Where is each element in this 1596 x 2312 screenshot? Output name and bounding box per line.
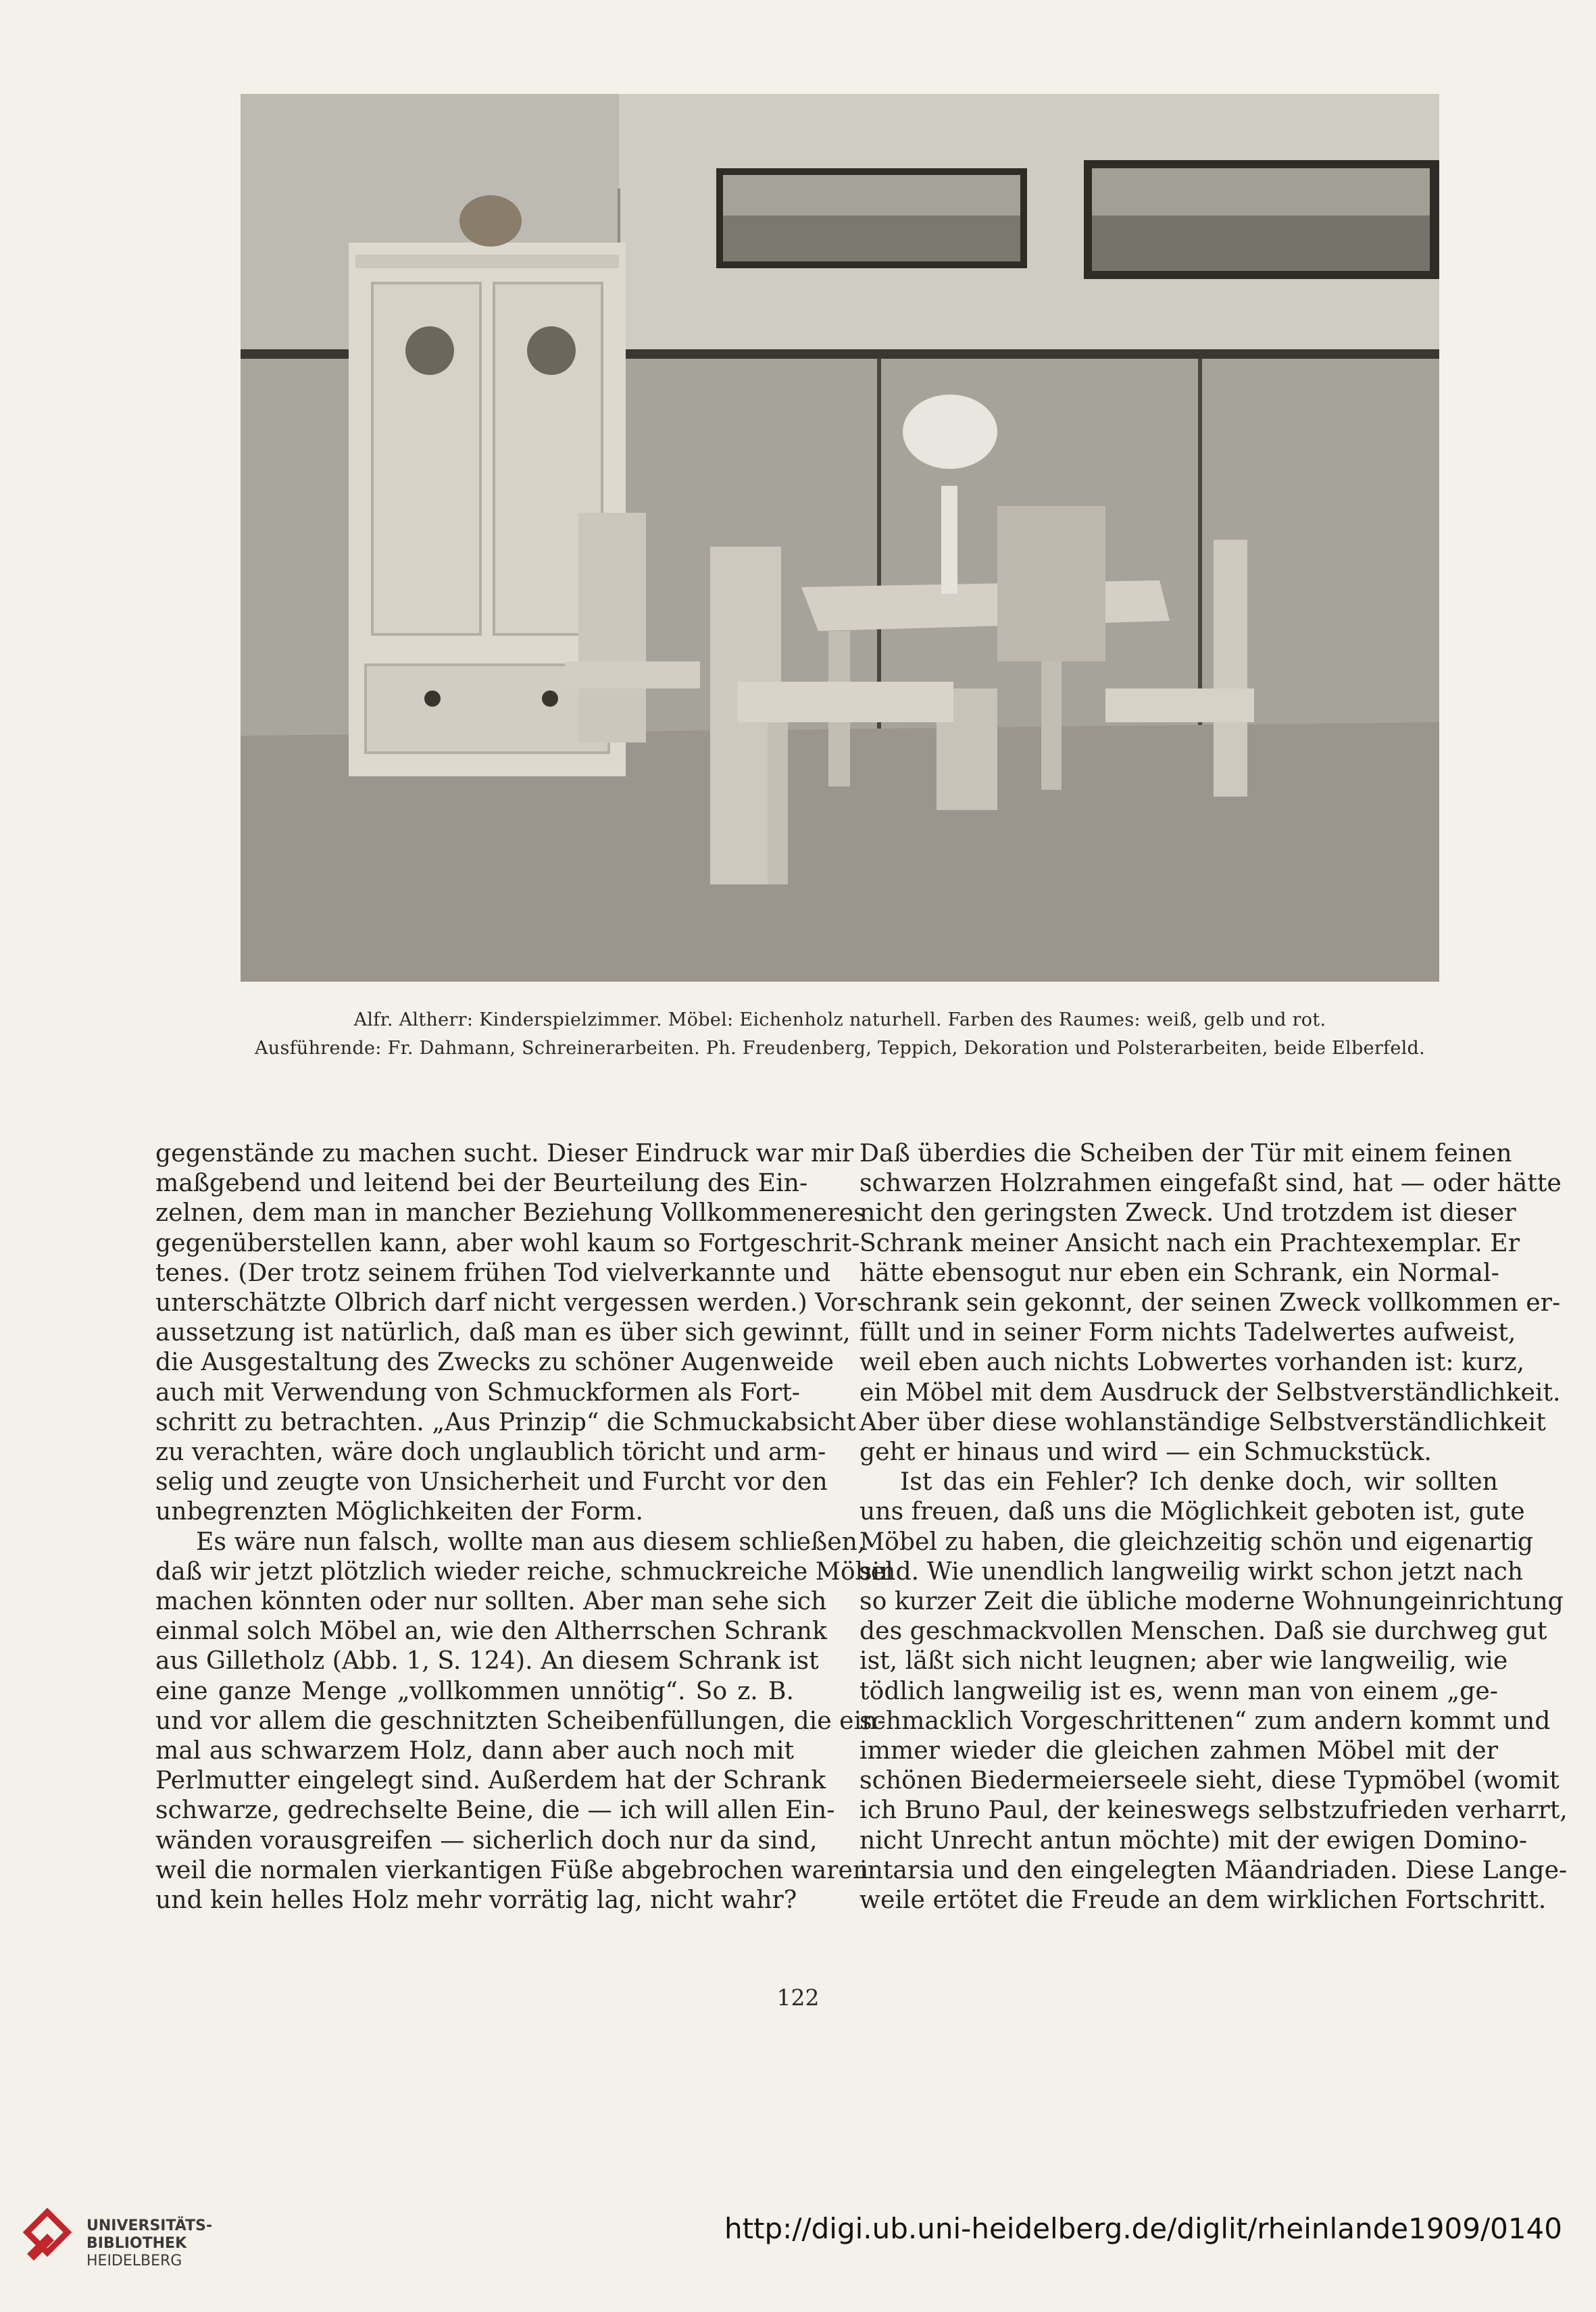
text-line: die Ausgestaltung des Zwecks zu schöner Augenweide [155, 1347, 834, 1377]
text-line: schwarzen Holzrahmen eingefaßt sind, hat — oder hätte [859, 1168, 1562, 1198]
caption-line-2: Ausführende: Fr. Dahmann, Schreinerarbeiten. Ph. Freudenberg, Teppich, Dekoration und Polsterarbeiten, beide Elberfeld. [254, 1038, 1426, 1059]
text-line: einmal solch Möbel an, wie den Altherrschen Schrank [155, 1616, 827, 1646]
text-line: unbegrenzten Möglichkeiten der Form. [155, 1497, 644, 1526]
page-number: 122 [776, 1984, 820, 2011]
text-line: schönen Biedermeierseele sieht, diese Typmöbel (womit [859, 1765, 1560, 1795]
text-line: geht er hinaus und wird — ein Schmuckstück. [859, 1437, 1432, 1467]
text-line: intarsia und den eingelegten Mäandriaden. Diese Lange- [859, 1855, 1568, 1884]
text-line: Daß überdies die Scheiben der Tür mit einem feinen [859, 1138, 1512, 1167]
text-line: ein Möbel mit dem Ausdruck der Selbstverständlichkeit. [859, 1377, 1561, 1407]
text-line: ich Bruno Paul, der keineswegs selbstzufrieden verharrt, [859, 1795, 1568, 1825]
text-line: des geschmackvollen Menschen. Daß sie durchweg gut [859, 1616, 1547, 1646]
text-line: tödlich langweilig ist es, wenn man von einem „ge- [859, 1676, 1498, 1705]
text-line: füllt und in seiner Form nichts Tadelwertes aufweist, [859, 1317, 1516, 1347]
caption-line-1: Alfr. Altherr: Kinderspielzimmer. Möbel: Eichenholz naturhell. Farben des Raumes: weiß, gelb und rot. [353, 1009, 1326, 1030]
source-url-link[interactable]: http://digi.ub.uni-heidelberg.de/diglit/rheinlande1909/0140 [724, 2212, 1562, 2245]
text-line: selig und zeugte von Unsicherheit und Furcht vor den [155, 1467, 828, 1497]
text-line: schrank sein gekonnt, der seinen Zweck vollkommen er- [859, 1288, 1561, 1317]
text-line: gegenüberstellen kann, aber wohl kaum so Fortgeschrit- [155, 1228, 860, 1257]
library-name-line: UNIVERSITÄTS- [86, 2217, 213, 2234]
library-name-line: BIBLIOTHEK [86, 2235, 187, 2252]
text-line: ist, läßt sich nicht leugnen; aber wie langweilig, wie [859, 1646, 1508, 1676]
text-line: aus Gilletholz (Abb. 1, S. 124). An diesem Schrank ist [155, 1646, 819, 1676]
text-line: immer wieder die gleichen zahmen Möbel mit der [859, 1736, 1498, 1765]
text-line: gegenstände zu machen sucht. Dieser Eindruck war mir [155, 1138, 854, 1167]
text-line: weil eben auch nichts Lobwertes vorhanden ist: kurz, [859, 1347, 1525, 1377]
text-line: hätte ebensogut nur eben ein Schrank, ein Normal- [859, 1257, 1499, 1287]
text-line: weile ertötet die Freude an dem wirklichen Fortschritt. [859, 1885, 1547, 1915]
text-line: machen könnten oder nur sollten. Aber man sehe sich [155, 1586, 827, 1616]
text-line: Möbel zu haben, die gleichzeitig schön und eigenartig [859, 1526, 1533, 1556]
text-line: mal aus schwarzem Holz, dann aber auch noch mit [155, 1736, 794, 1765]
text-line: nicht den geringsten Zweck. Und trotzdem ist dieser [859, 1198, 1516, 1228]
text-line: eine ganze Menge „vollkommen unnötig“. So z. B. [155, 1676, 794, 1705]
text-line: maßgebend und leitend bei der Beurteilung des Ein- [155, 1168, 808, 1198]
text-line: Perlmutter eingelegt sind. Außerdem hat der Schrank [155, 1765, 826, 1795]
text-line: zelnen, dem man in mancher Beziehung Vollkommeneres [155, 1198, 866, 1228]
text-line: schritt zu betrachten. „Aus Prinzip“ die Schmuckabsicht [155, 1407, 856, 1436]
text-line: sind. Wie unendlich langweilig wirkt schon jetzt nach [859, 1556, 1524, 1586]
text-line: so kurzer Zeit die übliche moderne Wohnungeinrichtung [859, 1586, 1564, 1616]
digitization-footer [0, 2186, 1596, 2312]
library-logo-icon [20, 2205, 74, 2273]
text-line: nicht Unrecht antun möchte) mit der ewigen Domino- [859, 1825, 1528, 1855]
library-name-line: HEIDELBERG [86, 2253, 182, 2269]
library-name [86, 2217, 212, 2270]
text-line: und vor allem die geschnitzten Scheibenfüllungen, die ein- [155, 1705, 886, 1735]
text-line: und kein helles Holz mehr vorrätig lag, nicht wahr? [155, 1885, 797, 1915]
text-line: wänden vorausgreifen — sicherlich doch nur da sind, [155, 1825, 818, 1855]
room-photograph [241, 94, 1439, 982]
right-text-column [859, 1138, 1568, 1915]
text-line: zu verachten, wäre doch unglaublich töricht und arm- [155, 1437, 826, 1467]
text-line: aussetzung ist natürlich, daß man es über sich gewinnt, [155, 1317, 851, 1347]
text-line: tenes. (Der trotz seinem frühen Tod vielverkannte und [155, 1257, 831, 1287]
text-line: Es wäre nun falsch, wollte man aus diesem schließen, [196, 1526, 866, 1556]
text-line: uns freuen, daß uns die Möglichkeit geboten ist, gute [859, 1497, 1525, 1526]
text-line: Aber über diese wohlanständige Selbstverständlichkeit [859, 1407, 1546, 1436]
text-line: daß wir jetzt plötzlich wieder reiche, schmuckreiche Möbel [155, 1556, 893, 1586]
text-line: Ist das ein Fehler? Ich denke doch, wir sollten [900, 1467, 1498, 1497]
text-line: Schrank meiner Ansicht nach ein Prachtexemplar. Er [859, 1228, 1520, 1257]
text-line: weil die normalen vierkantigen Füße abgebrochen waren [155, 1855, 869, 1884]
left-text-column [155, 1138, 893, 1915]
text-line: schwarze, gedrechselte Beine, die — ich will allen Ein- [155, 1795, 835, 1825]
text-line: schmacklich Vorgeschrittenen“ zum andern kommt und [859, 1705, 1551, 1735]
text-line: unterschätzte Olbrich darf nicht vergessen werden.) Vor- [155, 1288, 866, 1317]
text-line: auch mit Verwendung von Schmuckformen als Fort- [155, 1377, 801, 1407]
